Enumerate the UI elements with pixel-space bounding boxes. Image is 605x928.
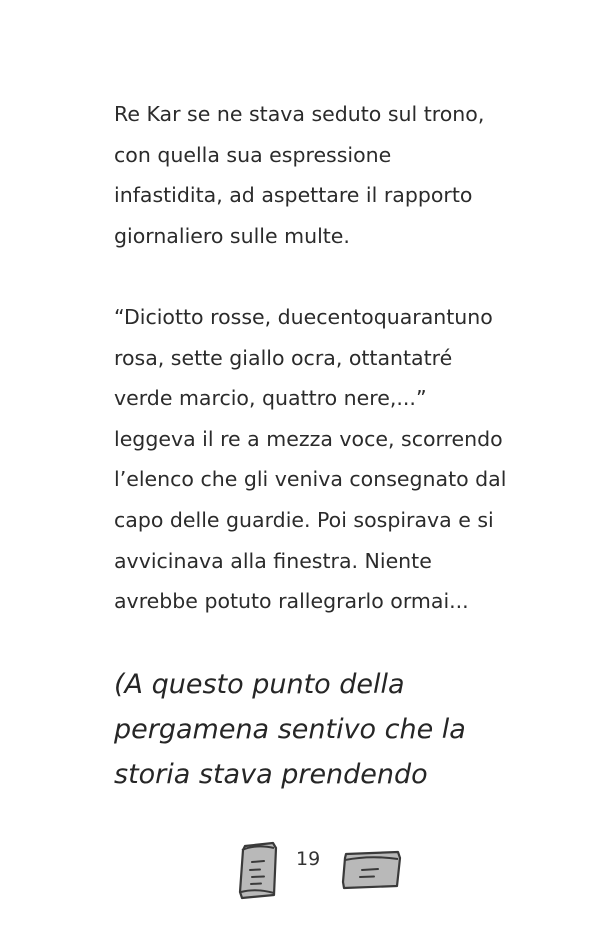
text-line: capo delle guardie. Poi sospirava e si: [114, 507, 494, 532]
text-line: con quella sua espressione: [114, 142, 392, 167]
text-line: infastidita, ad aspettare il rapporto: [114, 183, 473, 208]
text-line: verde marcio, quattro nere,...”: [114, 386, 427, 411]
text-line: pergamena sentivo che la: [114, 714, 466, 745]
text-line: leggeva il re a mezza voce, scorrendo: [114, 426, 503, 451]
italic-paragraph: [114, 662, 534, 797]
text-line: (A questo punto della: [114, 669, 405, 700]
scroll-icon: [236, 840, 282, 906]
text-line: storia stava prendendo: [114, 759, 428, 790]
page-number: 19: [296, 848, 321, 870]
scroll-icon: [340, 848, 404, 896]
text-line: Re Kar se ne stava seduto sul trono,: [114, 102, 485, 126]
text-line: avvicinava alla finestra. Niente: [114, 548, 432, 573]
text-line: giornaliero sulle multe.: [114, 223, 350, 248]
text-line: avrebbe potuto rallegrarlo ormai...: [114, 589, 469, 614]
page-footer: [0, 838, 605, 908]
text-line: rosa, sette giallo ocra, ottantatré: [114, 345, 453, 370]
text-line: “Diciotto rosse, duecentoquarantuno: [114, 305, 493, 329]
paragraph-2: [114, 297, 534, 622]
text-line: l’elenco che gli veniva consegnato dal: [114, 467, 507, 492]
paragraph-1: [114, 94, 534, 256]
